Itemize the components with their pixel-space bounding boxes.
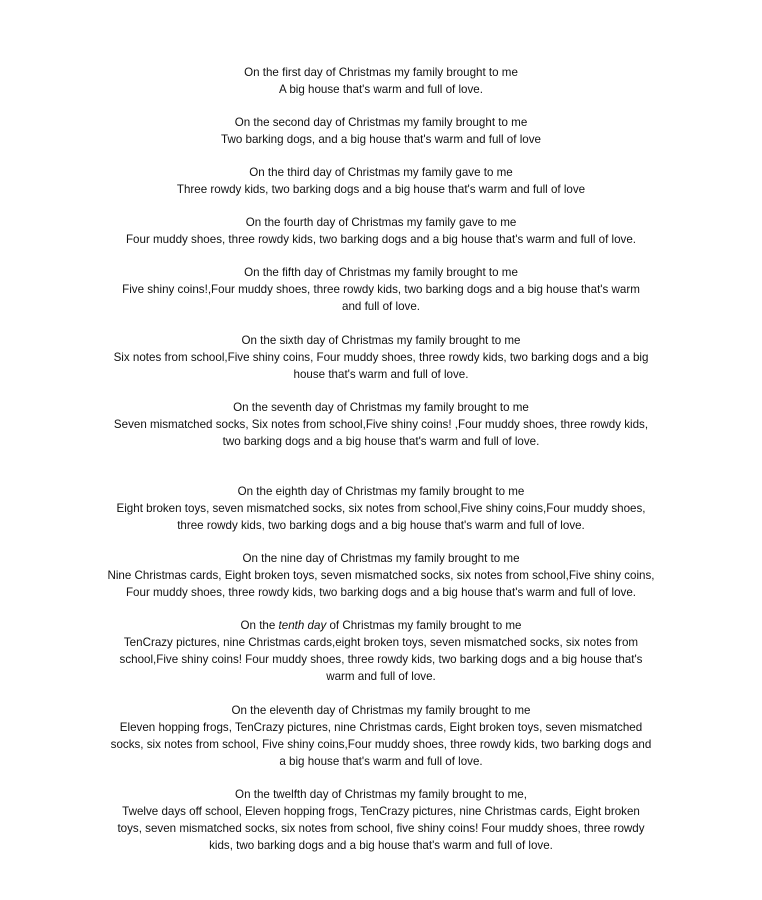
verse-4-line-1: Four muddy shoes, three rowdy kids, two barking dogs and a big house that's warm and full of love. [125,233,637,246]
verse-9-line-1: Nine Christmas cards, Eight broken toys, seven mismatched socks, six notes from school,Five shiny coins, [107,569,655,582]
verse-12-line-2: toys, seven mismatched socks, six notes from school, five shiny coins! Four muddy shoes, three rowdy [117,822,645,835]
verse-5-line-2: and full of love. [342,300,420,313]
verse-9-line-2: Four muddy shoes, three rowdy kids, two barking dogs and a big house that's warm and full of love. [125,586,637,599]
verse-12-line-1: Twelve days off school, Eleven hopping frogs, TenCrazy pictures, nine Christmas cards, Eight broken [122,805,640,818]
verse-1-heading: On the first day of Christmas my family brought to me [244,66,518,79]
verse-6-line-1: Six notes from school,Five shiny coins, Four muddy shoes, three rowdy kids, two barking dogs and a big [113,351,649,364]
verse-12-line-3: kids, two barking dogs and a big house that's warm and full of love. [209,839,553,852]
verse-11-line-3: a big house that's warm and full of love. [279,755,483,768]
verse-5-line-1: Five shiny coins!,Four muddy shoes, three rowdy kids, two barking dogs and a big house that's warm [122,283,640,296]
verse-1-line-1: A big house that's warm and full of love. [279,83,483,96]
verse-2-heading: On the second day of Christmas my family brought to me [234,116,528,129]
verse-10-heading-italic: tenth day [278,619,327,632]
verse-8-heading: On the eighth day of Christmas my family brought to me [237,485,525,498]
verse-10-line-2: school,Five shiny coins! Four muddy shoes, three rowdy kids, two barking dogs and a big house that's [119,653,643,666]
verse-8-line-2: three rowdy kids, two barking dogs and a big house that's warm and full of love. [177,519,585,532]
verse-11-line-2: socks, six notes from school, Five shiny coins,Four muddy shoes, three rowdy kids, two barking dogs and [110,738,652,751]
verse-10-heading [0,617,762,634]
verse-7-line-2: two barking dogs and a big house that's warm and full of love. [222,435,540,448]
verse-3-line-1: Three rowdy kids, two barking dogs and a big house that's warm and full of love [176,183,586,196]
verse-8-line-1: Eight broken toys, seven mismatched socks, six notes from school,Five shiny coins,Four muddy shoes, [116,502,646,515]
verse-11-line-1: Eleven hopping frogs, TenCrazy pictures, nine Christmas cards, Eight broken toys, seven mismatched [119,721,643,734]
verse-4-heading: On the fourth day of Christmas my family gave to me [245,216,517,229]
verse-12-heading: On the twelfth day of Christmas my family brought to me, [235,788,527,801]
verse-10-heading-before: On the [240,619,279,632]
verse-2-line-1: Two barking dogs, and a big house that's warm and full of love [221,133,541,146]
verse-7-heading: On the seventh day of Christmas my family brought to me [233,401,529,414]
verse-3-heading: On the third day of Christmas my family gave to me [249,166,513,179]
verse-5-heading: On the fifth day of Christmas my family brought to me [244,266,518,279]
verse-7-line-1: Seven mismatched socks, Six notes from school,Five shiny coins! ,Four muddy shoes, three rowdy kids, [113,418,649,431]
verse-10-heading-after: of Christmas my family brought to me [326,619,522,632]
verse-10-line-1: TenCrazy pictures, nine Christmas cards,eight broken toys, seven mismatched socks, six notes from [123,636,639,649]
verse-11-heading: On the eleventh day of Christmas my family brought to me [231,704,531,717]
verse-6-heading: On the sixth day of Christmas my family brought to me [241,334,521,347]
verse-6-line-2: house that's warm and full of love. [293,368,469,381]
verse-9-heading: On the nine day of Christmas my family brought to me [242,552,520,565]
verse-10-line-3: warm and full of love. [326,670,436,683]
